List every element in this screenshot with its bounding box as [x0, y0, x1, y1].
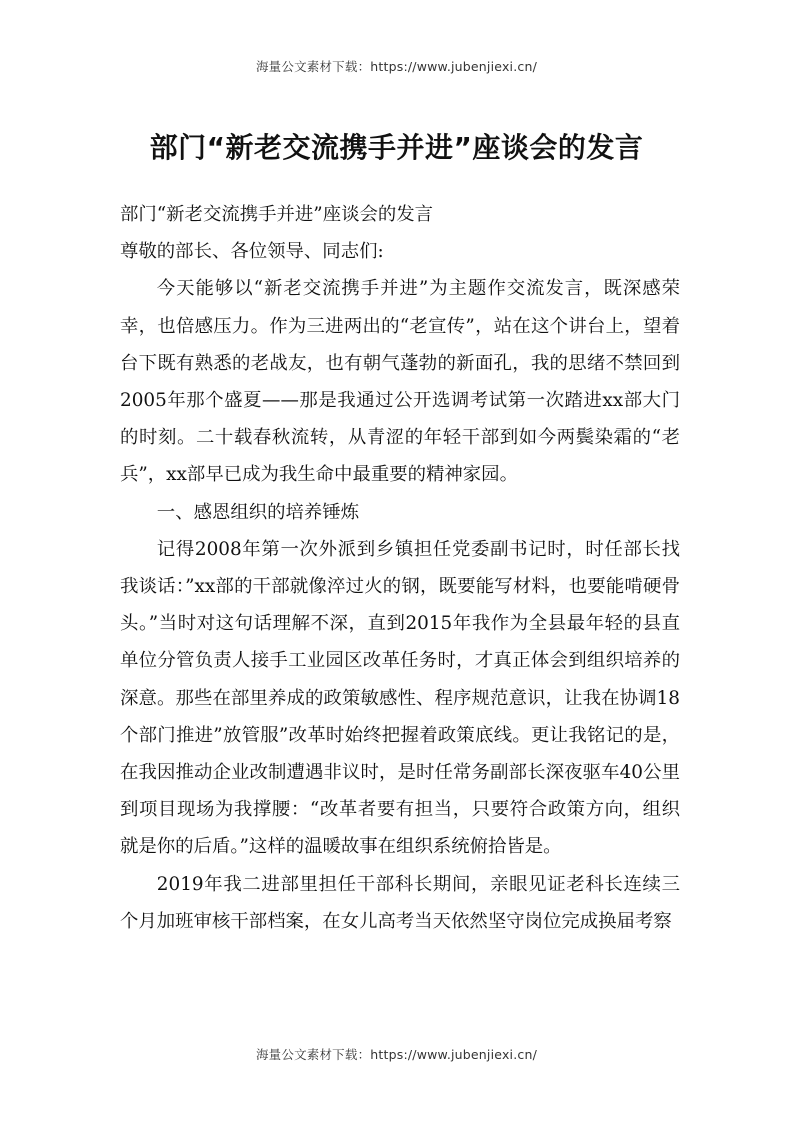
salutation: 尊敬的部长、各位领导、同志们: [120, 241, 384, 263]
document-subtitle: 部门“新老交流携手并进”座谈会的发言 [120, 204, 434, 225]
document-title: 部门“新老交流携手并进”座谈会的发言 [149, 131, 644, 164]
body-paragraph-section-1: 记得2008年第一次外派到乡镇担任党委副书记时，时任部长找我谈话：”xx部的干部就像淬过火的钢，既要能写材料，也要能啃硬骨头。”当时对这句话理解不深，直到2015年我作为全县最年轻的县直单位分管负责人接手工业园区改革任务时，才真正体会到组织培养的深意。那些在部里养成的政策敏感性、程序规范意识，让我在协调18个部门推进”放管服”改革时始终把握着政策底线。更让我铭记的是，在我因推动企业改制遭遇非议时，是时任常务副部长深夜驱车40公里到项目现场为我撑腰：“改革者要有担当，只要符合政策方向，组织就是你的后盾。”这样的温暖故事在组织系统俯拾皆是。 [120, 538, 680, 858]
body-paragraph-intro: 今天能够以“新老交流携手并进”为主题作交流发言，既深感荣幸，也倍感压力。作为三进两出的“老宣传”，站在这个讲台上，望着台下既有熟悉的老战友，也有朝气蓬勃的新面孔，我的思绪不禁回到2005年那个盛夏——那是我通过公开选调考试第一次踏进xx部大门的时刻。二十载春秋流转，从青涩的年轻干部到如今两鬓染霜的“老兵”，xx部早已成为我生命中最重要的精神家园。 [120, 278, 680, 486]
page-footer-note: 海量公文素材下载：https://www.jubenjiexi.cn/ [255, 1047, 537, 1062]
document-body [120, 196, 680, 940]
section-heading-1: 一、感恩组织的培养锤炼 [156, 501, 360, 523]
body-paragraph-2019: 2019年我二进部里担任干部科长期间，亲眼见证老科长连续三个月加班审核干部档案，在女儿高考当天依然坚守岗位完成换届考察 [120, 873, 680, 932]
page-header-note: 海量公文素材下载：https://www.jubenjiexi.cn/ [255, 59, 537, 74]
